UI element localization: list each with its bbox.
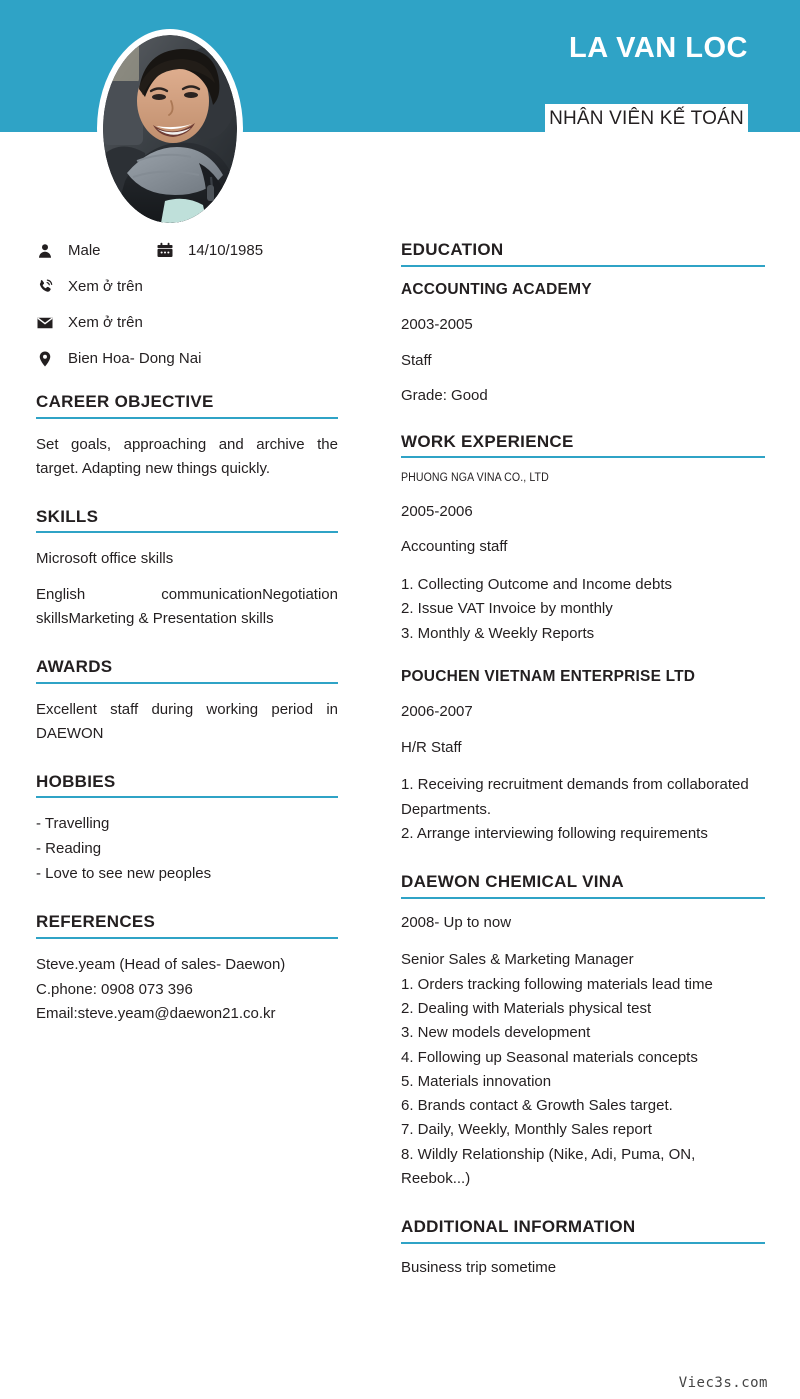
section-education bbox=[401, 240, 765, 406]
location-pin-icon bbox=[36, 348, 58, 370]
education-role: Staff bbox=[401, 351, 432, 369]
section-additional-information bbox=[401, 1217, 765, 1277]
work-duties-1 bbox=[401, 573, 765, 646]
phone-icon bbox=[36, 276, 58, 298]
list-item: C.phone: 0908 073 396 bbox=[36, 980, 193, 998]
hobbies-list bbox=[36, 812, 338, 886]
list-item: 5. Materials innovation bbox=[401, 1072, 552, 1090]
person-icon bbox=[36, 240, 58, 262]
list-item: Steve.yeam (Head of sales- Daewon) bbox=[36, 955, 286, 973]
location-value: Bien Hoa- Dong Nai bbox=[68, 350, 202, 367]
list-item: 2. Issue VAT Invoice by monthly bbox=[401, 600, 613, 618]
job-title-badge bbox=[545, 104, 748, 134]
contact-row-location bbox=[36, 348, 338, 370]
job-title-label: NHÂN VIÊN KẾ TOÁN bbox=[549, 108, 744, 129]
contact-row-gender-birthday bbox=[36, 240, 338, 262]
education-years: 2003-2005 bbox=[401, 316, 473, 334]
section-hobbies bbox=[36, 772, 338, 887]
work-company-1: PHUONG NGA VINA CO., LTD bbox=[401, 472, 549, 485]
contact-phone bbox=[36, 276, 143, 298]
list-item: 6. Brands contact & Growth Sales target. bbox=[401, 1097, 673, 1115]
list-item: Email:steve.yeam@daewon21.co.kr bbox=[36, 1005, 276, 1023]
skills-line-2: English communicationNegotiation skillsMarketing & Presentation skills bbox=[36, 586, 338, 628]
gender-value: Male bbox=[68, 242, 101, 259]
contact-birthday bbox=[156, 240, 263, 262]
skills-heading: SKILLS bbox=[36, 507, 338, 534]
additional-information-heading: ADDITIONAL INFORMATION bbox=[401, 1217, 765, 1244]
site-watermark: Viec3s.com bbox=[678, 1375, 768, 1391]
list-item: 8. Wildly Relationship (Nike, Adi, Puma, ON, Reebok...) bbox=[401, 1145, 696, 1188]
career-objective-heading: CAREER OBJECTIVE bbox=[36, 392, 338, 419]
profile-photo bbox=[103, 35, 237, 223]
list-item: 2. Arrange interviewing following requirements bbox=[401, 825, 708, 843]
contact-info bbox=[36, 240, 338, 370]
education-grade: Grade: Good bbox=[401, 387, 488, 405]
career-objective-text: Set goals, approaching and archive the target. Adapting new things quickly. bbox=[36, 435, 338, 477]
work-role-1: Accounting staff bbox=[401, 538, 508, 556]
list-item: 1. Orders tracking following materials lead time bbox=[401, 975, 713, 993]
list-item: 1. Receiving recruitment demands from collaborated Departments. bbox=[401, 776, 749, 818]
work-company-2: POUCHEN VIETNAM ENTERPRISE LTD bbox=[401, 667, 696, 685]
work-experience-heading: WORK EXPERIENCE bbox=[401, 432, 765, 459]
section-daewon bbox=[401, 872, 765, 1191]
phone-value: Xem ở trên bbox=[68, 278, 143, 295]
avatar bbox=[97, 29, 243, 229]
education-school: ACCOUNTING ACADEMY bbox=[401, 280, 592, 298]
list-item: 7. Daily, Weekly, Monthly Sales report bbox=[401, 1121, 652, 1139]
section-career-objective bbox=[36, 392, 338, 481]
right-column bbox=[401, 240, 765, 1303]
additional-information-text: Business trip sometime bbox=[401, 1258, 557, 1276]
list-item: - Reading bbox=[36, 839, 102, 857]
references-list bbox=[36, 953, 338, 1027]
birthday-value: 14/10/1985 bbox=[188, 242, 264, 259]
daewon-years: 2008- Up to now bbox=[401, 913, 512, 931]
section-work-experience bbox=[401, 432, 765, 847]
work-duties-2 bbox=[401, 773, 765, 846]
left-column bbox=[36, 240, 338, 1053]
list-item: 3. Monthly & Weekly Reports bbox=[401, 624, 595, 642]
education-heading: EDUCATION bbox=[401, 240, 765, 267]
awards-heading: AWARDS bbox=[36, 657, 338, 684]
section-references bbox=[36, 912, 338, 1027]
daewon-role: Senior Sales & Marketing Manager bbox=[401, 951, 634, 969]
calendar-icon bbox=[156, 240, 178, 262]
contact-email bbox=[36, 312, 143, 334]
skills-line-1: Microsoft office skills bbox=[36, 550, 174, 568]
work-years-1: 2005-2006 bbox=[401, 502, 473, 520]
daewon-duties bbox=[401, 948, 765, 1191]
work-role-2: H/R Staff bbox=[401, 738, 462, 756]
work-entry-2 bbox=[401, 668, 765, 846]
education-entry bbox=[401, 281, 765, 406]
list-item: - Travelling bbox=[36, 815, 110, 833]
page-title: LA VAN LOC bbox=[569, 32, 748, 64]
email-value: Xem ở trên bbox=[68, 314, 143, 331]
references-heading: REFERENCES bbox=[36, 912, 338, 939]
list-item: 4. Following up Seasonal materials concepts bbox=[401, 1048, 698, 1066]
work-entry-1 bbox=[401, 472, 765, 646]
awards-text: Excellent staff during working period in DAEWON bbox=[36, 700, 338, 742]
contact-location bbox=[36, 348, 201, 370]
work-years-2: 2006-2007 bbox=[401, 703, 473, 721]
section-skills bbox=[36, 507, 338, 632]
list-item: 1. Collecting Outcome and Income debts bbox=[401, 575, 672, 593]
contact-gender bbox=[36, 240, 156, 262]
list-item: 2. Dealing with Materials physical test bbox=[401, 1000, 652, 1017]
section-awards bbox=[36, 657, 338, 746]
contact-row-phone bbox=[36, 276, 338, 298]
list-item: 3. New models development bbox=[401, 1024, 591, 1042]
contact-row-email bbox=[36, 312, 338, 334]
list-item: - Love to see new peoples bbox=[36, 864, 212, 882]
daewon-heading: DAEWON CHEMICAL VINA bbox=[401, 872, 765, 899]
hobbies-heading: HOBBIES bbox=[36, 772, 338, 799]
envelope-icon bbox=[36, 312, 58, 334]
